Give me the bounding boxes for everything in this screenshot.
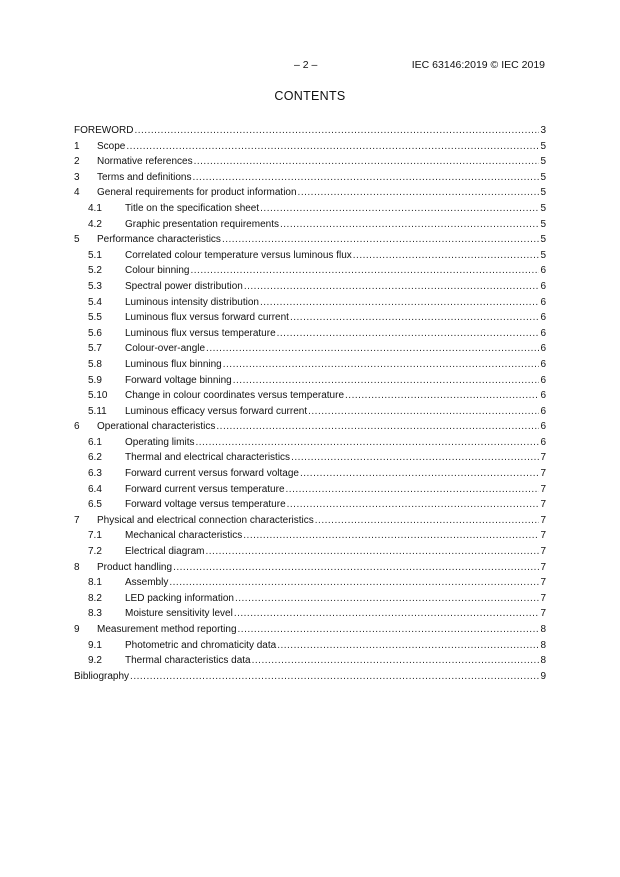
toc-entry[interactable] — [74, 575, 546, 591]
toc-entry[interactable] — [74, 606, 546, 622]
toc-leader-dots — [233, 373, 540, 389]
toc-entry-title: Measurement method reporting — [97, 624, 237, 635]
toc-entry-title: Thermal characteristics data — [125, 655, 251, 667]
toc-entry-title: Correlated colour temperature versus luminous flux — [125, 249, 352, 261]
toc-entry-number: 5.3 — [88, 280, 102, 292]
toc-entry-number: 4.2 — [88, 218, 102, 230]
toc-entry-title: Change in colour coordinates versus temperature — [125, 390, 345, 402]
toc-entry[interactable] — [74, 170, 546, 186]
toc-entry-page: 7 — [540, 577, 546, 589]
toc-leader-dots — [345, 388, 539, 404]
toc-entry-page: 7 — [540, 592, 546, 604]
toc-entry-number: 9.2 — [88, 655, 102, 667]
toc-entry-title: Bibliography — [74, 670, 130, 682]
toc-entry[interactable] — [74, 217, 546, 233]
toc-leader-dots — [173, 560, 539, 576]
toc-entry-number: 3 — [74, 171, 80, 183]
toc-entry[interactable] — [74, 419, 546, 435]
toc-entry[interactable] — [74, 326, 546, 342]
toc-entry-page: 7 — [540, 514, 546, 526]
toc-entry-title: Operational characteristics — [97, 421, 216, 433]
toc-entry-number: 5.5 — [88, 312, 102, 324]
toc-entry-title: Terms and definitions — [97, 171, 192, 183]
toc-entry-page: 7 — [540, 499, 546, 511]
toc-leader-dots — [238, 622, 540, 638]
toc-entry-title: Luminous flux binning — [125, 358, 222, 370]
toc-entry-number: 5.11 — [88, 405, 107, 417]
toc-entry-title: Luminous intensity distribution — [125, 296, 259, 308]
toc-leader-dots — [300, 466, 539, 482]
toc-leader-dots — [260, 201, 539, 217]
toc-entry-page: 5 — [540, 140, 546, 152]
toc-leader-dots — [353, 248, 540, 264]
toc-entry-title: Performance characteristics — [97, 234, 221, 246]
toc-leader-dots — [206, 341, 539, 357]
toc-entry-number: 6.5 — [88, 499, 102, 511]
toc-entry-title: Forward voltage versus temperature — [125, 499, 286, 511]
toc-entry-title: Physical and electrical connection characteristics — [97, 514, 314, 526]
toc-entry-page: 7 — [540, 452, 546, 464]
toc-entry-title: FOREWORD — [74, 125, 134, 136]
toc-entry-page: 8 — [540, 655, 546, 667]
toc-entry-page: 6 — [540, 358, 546, 370]
table-of-contents — [74, 123, 546, 684]
toc-leader-dots — [260, 295, 539, 311]
toc-entry-number: 2 — [74, 156, 80, 168]
toc-entry-page: 9 — [540, 670, 546, 682]
toc-leader-dots — [277, 326, 540, 342]
toc-entry[interactable] — [74, 466, 546, 482]
page-title: CONTENTS — [274, 89, 346, 103]
toc-entry-page: 6 — [540, 343, 546, 355]
toc-entry-number: 5 — [74, 234, 80, 246]
toc-leader-dots — [195, 435, 539, 451]
toc-leader-dots — [280, 217, 539, 233]
toc-entry-number: 4 — [74, 187, 80, 199]
toc-entry[interactable] — [74, 622, 546, 638]
toc-entry[interactable] — [74, 450, 546, 466]
toc-entry[interactable] — [74, 591, 546, 607]
toc-entry-title: Luminous flux versus temperature — [125, 327, 276, 339]
toc-entry[interactable] — [74, 139, 546, 155]
toc-entry-number: 6.1 — [88, 436, 102, 448]
toc-entry[interactable] — [74, 123, 546, 139]
toc-leader-dots — [287, 497, 540, 513]
toc-entry-title: Normative references — [97, 156, 193, 168]
toc-leader-dots — [277, 638, 539, 654]
toc-entry-page: 5 — [540, 156, 546, 168]
toc-entry[interactable] — [74, 435, 546, 451]
toc-entry-title: Scope — [97, 140, 126, 152]
toc-entry-number: 6.4 — [88, 483, 102, 495]
toc-entry[interactable] — [74, 638, 546, 654]
toc-entry-number: 8.1 — [88, 577, 102, 589]
toc-entry[interactable] — [74, 248, 546, 264]
toc-entry-page: 5 — [540, 218, 546, 230]
toc-entry-title: Moisture sensitivity level — [125, 608, 233, 620]
toc-entry-page: 5 — [540, 234, 546, 246]
toc-leader-dots — [234, 606, 540, 622]
toc-entry[interactable] — [74, 482, 546, 498]
toc-entry-number: 9 — [74, 624, 80, 635]
toc-entry-number: 5.9 — [88, 374, 102, 386]
toc-entry[interactable] — [74, 669, 546, 685]
toc-entry-page: 5 — [540, 202, 546, 214]
toc-entry-page: 6 — [540, 265, 546, 277]
toc-entry-page: 6 — [540, 312, 546, 324]
toc-entry-page: 6 — [540, 405, 546, 417]
toc-entry-title: Luminous efficacy versus forward current — [125, 405, 308, 417]
toc-entry-page: 5 — [540, 171, 546, 183]
toc-entry-title: Photometric and chromaticity data — [125, 639, 277, 651]
toc-entry-page: 5 — [540, 187, 546, 199]
toc-leader-dots — [205, 544, 539, 560]
toc-entry[interactable] — [74, 310, 546, 326]
toc-entry[interactable] — [74, 653, 546, 669]
toc-entry[interactable] — [74, 357, 546, 373]
toc-entry-title: Luminous flux versus forward current — [125, 312, 289, 324]
toc-entry[interactable] — [74, 263, 546, 279]
toc-entry-page: 6 — [540, 280, 546, 292]
toc-entry-page: 7 — [540, 561, 546, 573]
toc-leader-dots — [315, 513, 540, 529]
toc-entry-page: 5 — [540, 249, 546, 261]
toc-entry-title: Electrical diagram — [125, 546, 205, 558]
toc-leader-dots — [308, 404, 539, 420]
toc-entry-title: General requirements for product information — [97, 187, 297, 199]
toc-entry[interactable] — [74, 279, 546, 295]
toc-entry-page: 7 — [540, 468, 546, 480]
toc-entry[interactable] — [74, 528, 546, 544]
toc-entry[interactable] — [74, 388, 546, 404]
toc-entry[interactable] — [74, 341, 546, 357]
toc-entry-number: 8.3 — [88, 608, 102, 620]
toc-entry[interactable] — [74, 560, 546, 576]
toc-entry-title: Forward current versus temperature — [125, 483, 285, 495]
toc-entry-page: 6 — [540, 421, 546, 433]
toc-leader-dots — [191, 263, 540, 279]
toc-entry-page: 7 — [540, 546, 546, 558]
toc-leader-dots — [298, 185, 540, 201]
toc-leader-dots — [194, 154, 540, 170]
toc-entry-title: Thermal and electrical characteristics — [125, 452, 291, 464]
toc-entry-page: 6 — [540, 374, 546, 386]
toc-leader-dots — [291, 450, 539, 466]
standard-reference: IEC 63146:2019 © IEC 2019 — [411, 59, 545, 71]
toc-entry-number: 5.1 — [88, 249, 102, 261]
page-number: – 2 – — [294, 59, 318, 71]
toc-entry-page: 7 — [540, 483, 546, 495]
toc-entry-title: Title on the specification sheet — [125, 202, 260, 214]
toc-leader-dots — [243, 528, 539, 544]
toc-entry-number: 5.2 — [88, 265, 102, 277]
toc-leader-dots — [286, 482, 540, 498]
toc-entry[interactable] — [74, 295, 546, 311]
toc-entry-page: 6 — [540, 390, 546, 402]
toc-entry-number: 1 — [74, 140, 80, 152]
toc-entry-title: Graphic presentation requirements — [125, 218, 279, 230]
toc-entry-number: 7.1 — [88, 530, 102, 542]
toc-leader-dots — [290, 310, 539, 326]
toc-leader-dots — [235, 591, 539, 607]
toc-leader-dots — [169, 575, 539, 591]
toc-leader-dots — [134, 123, 539, 139]
toc-entry-number: 7.2 — [88, 546, 102, 558]
toc-entry-title: Forward voltage binning — [125, 374, 232, 386]
toc-entry-number: 5.10 — [88, 390, 108, 402]
toc-entry[interactable] — [74, 373, 546, 389]
toc-entry-title: Forward current versus forward voltage — [125, 468, 299, 480]
toc-entry-number: 7 — [74, 514, 80, 526]
toc-entry-page: 6 — [540, 327, 546, 339]
toc-entry[interactable] — [74, 154, 546, 170]
toc-entry-number: 9.1 — [88, 639, 102, 651]
toc-entry-title: Spectral power distribution — [125, 280, 243, 292]
toc-entry-number: 6 — [74, 421, 80, 433]
toc-leader-dots — [126, 139, 539, 155]
page-header — [0, 59, 620, 73]
toc-entry-number: 6.3 — [88, 468, 102, 480]
toc-entry[interactable] — [74, 497, 546, 513]
toc-entry[interactable] — [74, 232, 546, 248]
toc-entry[interactable] — [74, 201, 546, 217]
toc-entry-number: 5.7 — [88, 343, 102, 355]
toc-entry-page: 3 — [540, 125, 546, 136]
toc-entry[interactable] — [74, 544, 546, 560]
toc-entry-page: 7 — [540, 530, 546, 542]
toc-entry-page: 8 — [540, 624, 546, 635]
toc-entry-number: 5.4 — [88, 296, 102, 308]
toc-entry-page: 7 — [540, 608, 546, 620]
toc-entry[interactable] — [74, 404, 546, 420]
toc-entry-title: Product handling — [97, 561, 173, 573]
toc-entry-number: 8 — [74, 561, 80, 573]
toc-leader-dots — [216, 419, 539, 435]
toc-entry[interactable] — [74, 185, 546, 201]
toc-entry-number: 6.2 — [88, 452, 102, 464]
toc-entry-title: Colour-over-angle — [125, 343, 206, 355]
toc-entry-number: 5.8 — [88, 358, 102, 370]
toc-entry[interactable] — [74, 513, 546, 529]
toc-entry-page: 8 — [540, 639, 546, 651]
toc-entry-page: 6 — [540, 296, 546, 308]
toc-leader-dots — [244, 279, 540, 295]
toc-entry-number: 5.6 — [88, 327, 102, 339]
toc-leader-dots — [130, 669, 539, 685]
toc-entry-number: 8.2 — [88, 592, 102, 604]
toc-entry-title: Mechanical characteristics — [125, 530, 243, 542]
toc-leader-dots — [252, 653, 540, 669]
toc-entry-title: Colour binning — [125, 265, 190, 277]
toc-entry-page: 6 — [540, 436, 546, 448]
toc-entry-title: Operating limits — [125, 436, 195, 448]
toc-leader-dots — [223, 357, 540, 373]
toc-leader-dots — [193, 170, 540, 186]
toc-leader-dots — [222, 232, 540, 248]
toc-entry-number: 4.1 — [88, 202, 102, 214]
toc-entry-title: Assembly — [125, 577, 169, 589]
toc-entry-title: LED packing information — [125, 592, 234, 604]
